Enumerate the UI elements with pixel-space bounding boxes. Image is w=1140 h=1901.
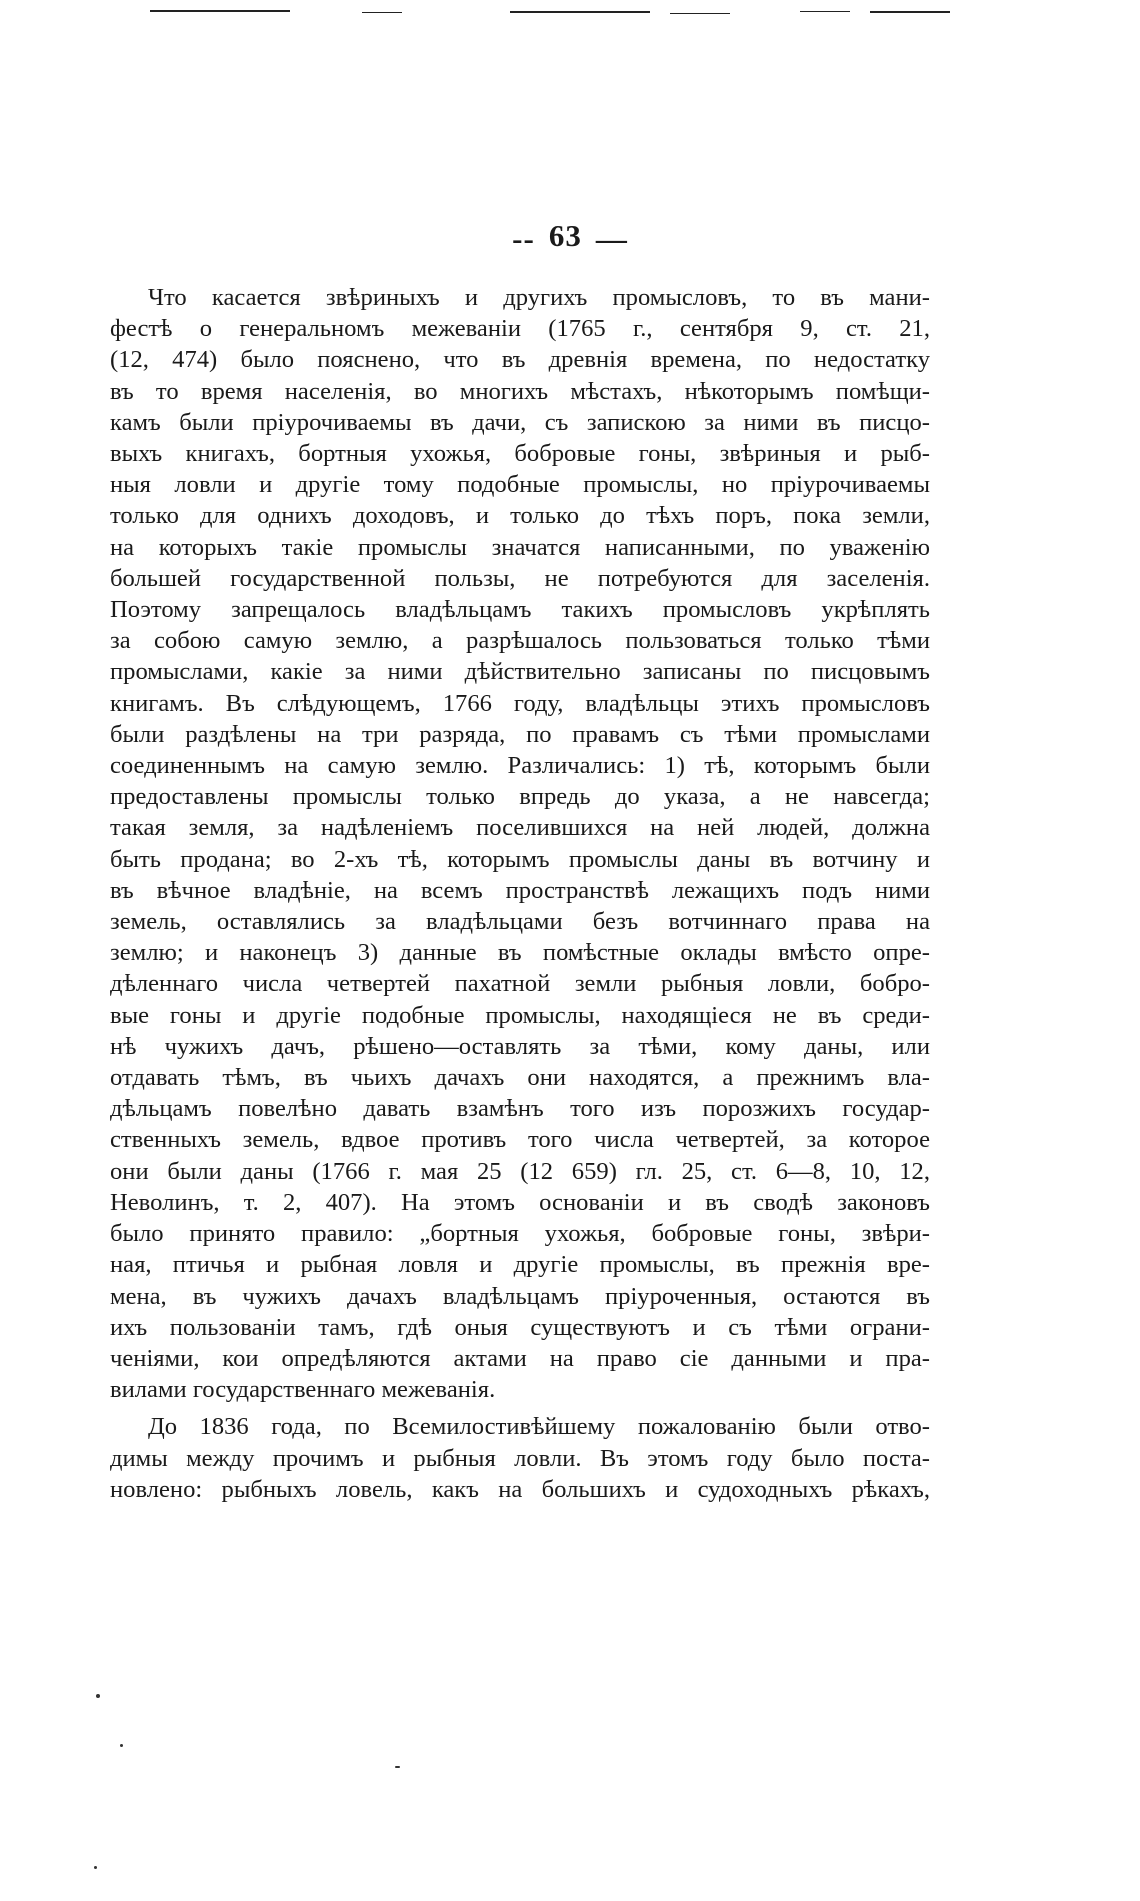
top-edge-rules: [150, 8, 980, 18]
text-line: ная, птичья и рыбная ловля и другіе промыслы, въ прежнія вре-: [110, 1251, 930, 1279]
text-line: соединеннымъ на самую землю. Различались: 1) тѣ, которымъ были: [110, 752, 930, 780]
body-text: [110, 282, 930, 1505]
text-line: было принято правило: „бортныя ухожья, бобровые гоны, звѣри-: [110, 1220, 930, 1248]
text-line: вые гоны и другіе подобные промыслы, находящіеся не въ среди-: [110, 1001, 930, 1029]
page-number-suffix: —: [595, 220, 628, 256]
text-line: Что касается звѣриныхъ и другихъ промысловъ, то въ мани-: [148, 284, 930, 311]
text-line: дѣльцамъ повелѣно давать взамѣнъ того изъ порозжихъ государ-: [110, 1095, 930, 1123]
text-line: димы между прочимъ и рыбныя ловли. Въ этомъ году было поста-: [110, 1444, 930, 1472]
text-line: новлено: рыбныхъ ловель, какъ на большихъ и судоходныхъ рѣкахъ,: [110, 1475, 930, 1503]
scan-speck: [96, 1694, 100, 1698]
text-line: промыслами, какіе за ними дѣйствительно записаны по писцовымъ: [110, 658, 930, 686]
text-line: фестѣ о генеральномъ межеваніи (1765 г., сентября 9, ст. 21,: [110, 315, 930, 343]
scan-speck: [94, 1866, 97, 1869]
text-line: дѣленнаго числа четвертей пахатной земли рыбныя ловли, бобро-: [110, 970, 930, 998]
scan-speck: [120, 1744, 123, 1747]
text-line: ныя ловли и другіе тому подобные промыслы, но пріурочиваемы: [110, 471, 930, 499]
text-line: на которыхъ такіе промыслы значатся написанными, по уваженію: [110, 533, 930, 561]
text-line: быть продана; во 2-хъ тѣ, которымъ промыслы даны въ вотчину и: [110, 845, 930, 873]
text-line: (12, 474) было пояснено, что въ древнія времена, по недостатку: [110, 346, 930, 374]
text-line: ственныхъ земель, вдвое противъ того числа четвертей, за которое: [110, 1126, 930, 1154]
page-number-prefix: --: [512, 220, 535, 256]
text-line: вилами государственнаго межеванія.: [110, 1376, 496, 1404]
text-line: До 1836 года, по Всемилостивѣйшему пожалованію были отво-: [148, 1413, 930, 1441]
text-line: были раздѣлены на три разряда, по правамъ съ тѣми промыслами: [110, 720, 930, 748]
paragraph-2: [110, 1411, 930, 1505]
text-line: Поэтому запрещалось владѣльцамъ такихъ промысловъ укрѣплять: [110, 596, 930, 624]
text-line: книгамъ. Въ слѣдующемъ, 1766 году, владѣльцы этихъ промысловъ: [110, 689, 930, 717]
text-line: въ вѣчное владѣніе, на всемъ пространствѣ лежащихъ подъ ними: [110, 876, 930, 904]
text-line: Неволинъ, т. 2, 407). На этомъ основаніи и въ сводѣ законовъ: [110, 1188, 930, 1216]
text-line: нѣ чужихъ дачъ, рѣшено—оставлять за тѣми, кому даны, или: [110, 1032, 930, 1060]
scan-speck: [395, 1766, 400, 1768]
text-line: только для однихъ доходовъ, и только до тѣхъ поръ, пока земли,: [110, 502, 930, 530]
text-line: ченіями, кои опредѣляются актами на право сіе данными и пра-: [110, 1344, 930, 1372]
page-number: [0, 218, 1140, 257]
text-line: землю; и наконецъ 3) данные въ помѣстные оклады вмѣсто опре-: [110, 939, 930, 967]
text-line: выхъ книгахъ, бортныя ухожья, бобровые гоны, звѣриныя и рыб-: [110, 440, 930, 468]
text-line: въ то время населенія, во многихъ мѣстахъ, нѣкоторымъ помѣщи-: [110, 377, 930, 405]
text-line: земель, оставлялись за владѣльцами безъ вотчиннаго права на: [110, 908, 930, 936]
text-line: ихъ пользованіи тамъ, гдѣ оныя существуютъ и съ тѣми ограни-: [110, 1313, 930, 1341]
text-line: большей государственной пользы, не потребуются для заселенія.: [110, 564, 930, 592]
text-line: за собою самую землю, а разрѣшалось пользоваться только тѣми: [110, 627, 930, 655]
page-number-value: 63: [548, 218, 582, 253]
text-line: отдавать тѣмъ, въ чьихъ дачахъ они находятся, а прежнимъ вла-: [110, 1064, 930, 1092]
paragraph-1: [110, 282, 930, 1405]
text-line: камъ были пріурочиваемы въ дачи, съ запискою за ними въ писцо-: [110, 408, 930, 436]
text-line: они были даны (1766 г. мая 25 (12 659) гл. 25, ст. 6—8, 10, 12,: [110, 1157, 930, 1185]
text-line: предоставлены промыслы только впредь до указа, а не навсегда;: [110, 783, 930, 811]
text-line: мена, въ чужихъ дачахъ владѣльцамъ пріуроченныя, остаются въ: [110, 1282, 930, 1310]
text-line: такая земля, за надѣленіемъ поселившихся на ней людей, должна: [110, 814, 930, 842]
